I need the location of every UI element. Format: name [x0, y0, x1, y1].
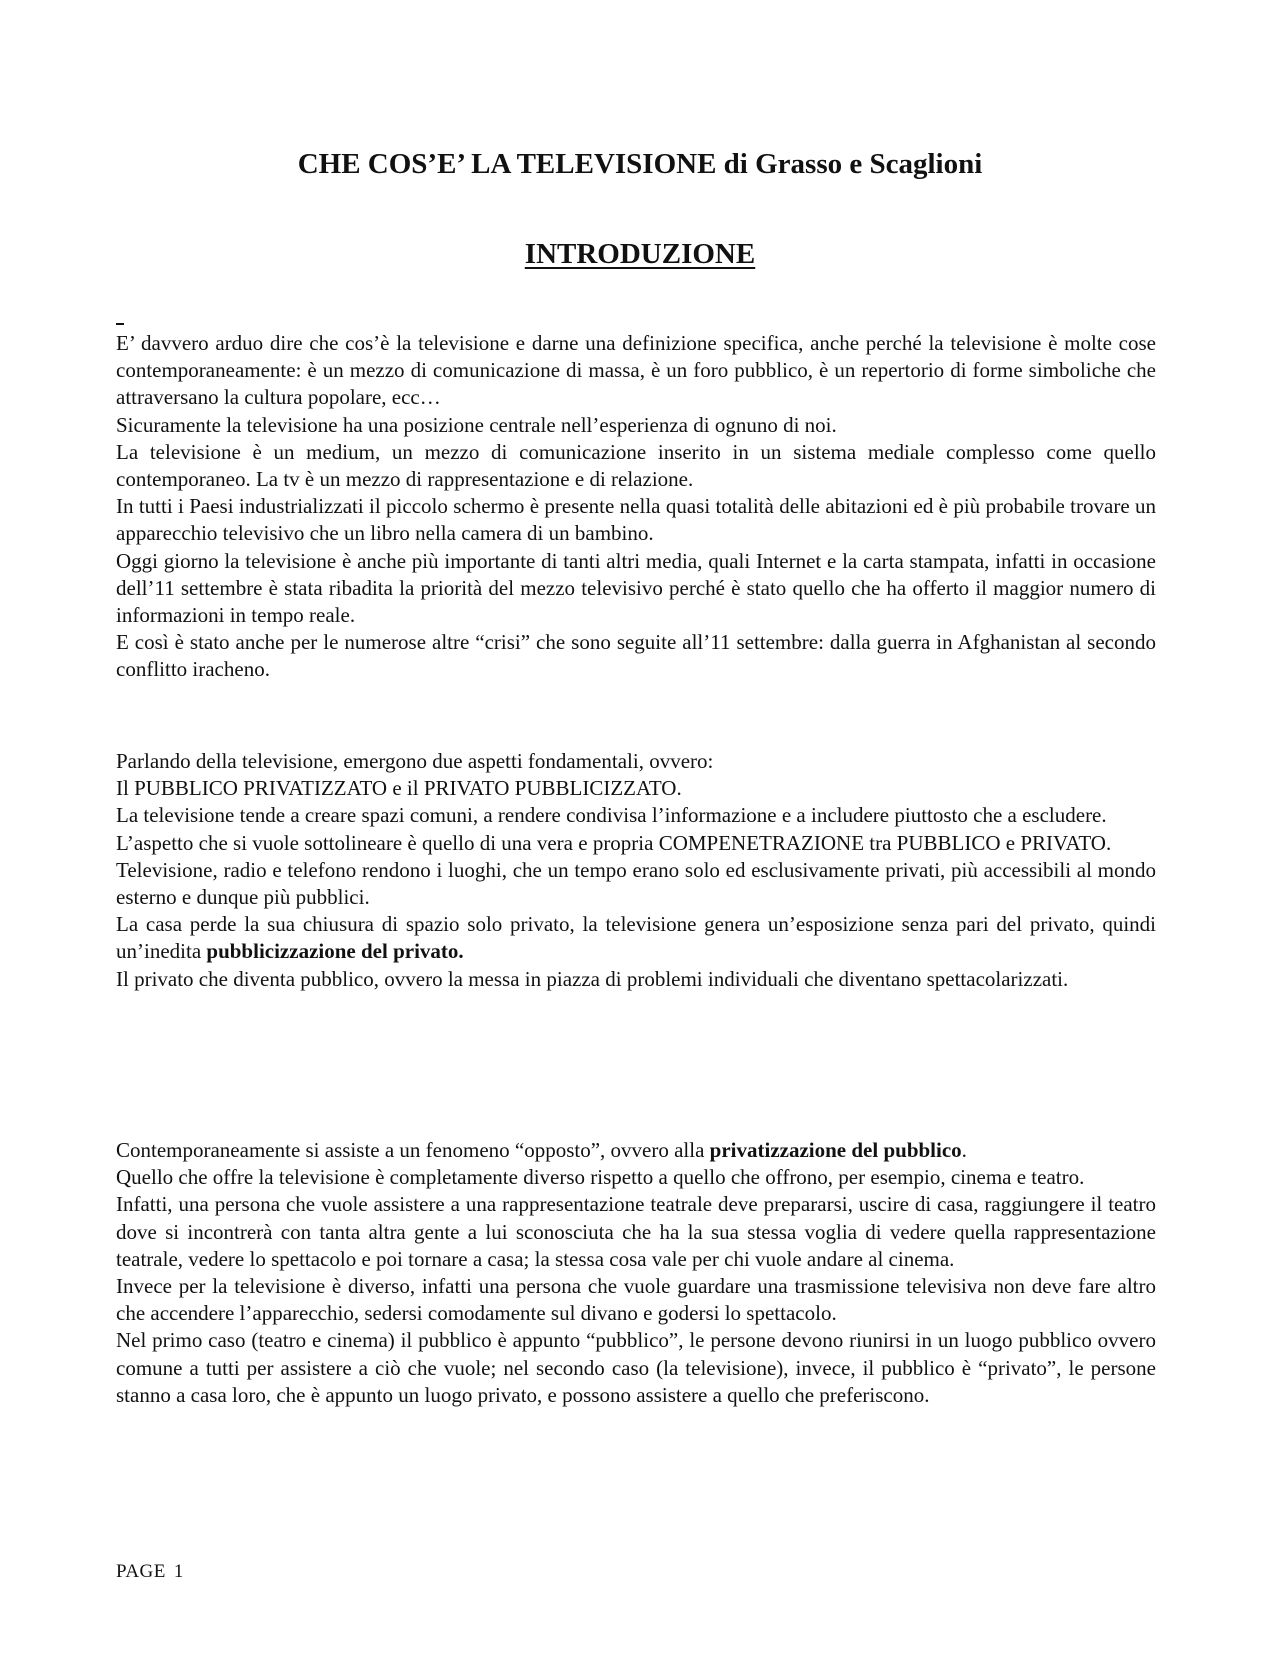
- paragraph: Quello che offre la televisione è completamente diverso rispetto a quello che offrono, per esempio, cinema e teatro.: [116, 1165, 1085, 1190]
- paragraph: La televisione è un medium, un mezzo di comunicazione inserito in un sistema mediale complesso come quello contemporaneo. La tv è un mezzo di rappresentazione e di relazione.: [116, 439, 1156, 492]
- paragraph-text: .: [961, 1138, 967, 1162]
- paragraph: In tutti i Paesi industrializzati il piccolo schermo è presente nella quasi totalità delle abitazioni ed è più probabile trovare un apparecchio televisivo che un libro nella camera di un bambino.: [116, 494, 1156, 546]
- paragraph: Televisione, radio e telefono rendono i luoghi, che un tempo erano solo ed esclusivamente privati, più accessibili al mondo esterno e dunque più pubblici.: [116, 857, 1156, 910]
- paragraph: Sicuramente la televisione ha una posizione centrale nell’esperienza di ognuno di noi.: [116, 412, 837, 437]
- paragraph-text: La casa perde la sua chiusura di spazio solo privato, la televisione genera un’esposizione senza pari del privato, quindi un’inedita: [116, 912, 1156, 964]
- paragraph: Infatti, una persona che vuole assistere a una rappresentazione teatrale deve prepararsi, uscire di casa, raggiungere il teatro dove si incontrerà con tanta altra gente a lui sconosciuta che ha la sua stessa voglia di vedere quella rappresentazione teatrale, vedere lo spettacolo e poi tornare a casa; la stessa cosa vale per chi vuole andare al cinema.: [116, 1192, 1156, 1271]
- page-number: 1: [173, 1561, 184, 1582]
- privatization-section: [116, 1137, 1156, 1409]
- paragraph: [116, 1137, 1156, 1164]
- text-cursor-mark: [116, 323, 124, 325]
- document-title: CHE COS’E’ LA TELEVISIONE di Grasso e Scaglioni: [297, 148, 983, 180]
- paragraph: E’ davvero arduo dire che cos’è la televisione e darne una definizione specifica, anche perché la televisione è molte cose contemporaneamente: è un mezzo di comunicazione di massa, è un foro pubblico, è un repertorio di forme simboliche che attraversano la cultura popolare, ecc…: [116, 331, 1156, 410]
- paragraph: Oggi giorno la televisione è anche più importante di tanti altri media, quali Internet e la carta stampata, infatti in occasione dell’11 settembre è stata ribadita la priorità del mezzo televisivo perché è stato quello che ha offerto il maggior numero di informazioni in tempo reale.: [116, 548, 1156, 628]
- introduction-section: [116, 330, 1156, 684]
- paragraph: Il privato che diventa pubblico, ovvero la messa in piazza di problemi individuali che diventano spettacolarizzati.: [116, 966, 1069, 991]
- page-label: PAGE: [116, 1561, 166, 1582]
- paragraph-text: Contemporaneamente si assiste a un fenomeno “opposto”, ovvero alla: [116, 1138, 710, 1162]
- paragraph: E così è stato anche per le numerose altre “crisi” che sono seguite all’11 settembre: dalla guerra in Afghanistan al secondo conflitto iracheno.: [116, 630, 1156, 682]
- paragraph: L’aspetto che si vuole sottolineare è quello di una vera e propria COMPENETRAZIONE tra PUBBLICO e PRIVATO.: [116, 830, 1112, 855]
- bold-phrase: pubblicizzazione del privato.: [206, 939, 464, 964]
- page-footer: [116, 1560, 184, 1584]
- bold-phrase: privatizzazione del pubblico: [709, 1138, 962, 1162]
- paragraph: Nel primo caso (teatro e cinema) il pubblico è appunto “pubblico”, le persone devono riunirsi in un luogo pubblico ovvero comune a tutti per assistere a ciò che vuole; nel secondo caso (la televisione), invece, il pubblico è “privato”, le persone stanno a casa loro, che è appunto un luogo privato, e possono assistere a quello che preferiscono.: [116, 1328, 1156, 1407]
- public-private-section: [116, 748, 1156, 993]
- paragraph: Invece per la televisione è diverso, infatti una persona che vuole guardare una trasmissione televisiva non deve fare altro che accendere l’apparecchio, sedersi comodamente sul divano e godersi lo spettacolo.: [116, 1274, 1156, 1326]
- paragraph: Parlando della televisione, emergono due aspetti fondamentali, ovvero:: [116, 749, 714, 773]
- paragraph: Il PUBBLICO PRIVATIZZATO e il PRIVATO PUBBLICIZZATO.: [116, 776, 682, 801]
- section-heading-introduzione: INTRODUZIONE: [524, 238, 756, 270]
- paragraph: La televisione tende a creare spazi comuni, a rendere condivisa l’informazione e a includere piuttosto che a escludere.: [116, 803, 1107, 828]
- paragraph: [116, 911, 1156, 965]
